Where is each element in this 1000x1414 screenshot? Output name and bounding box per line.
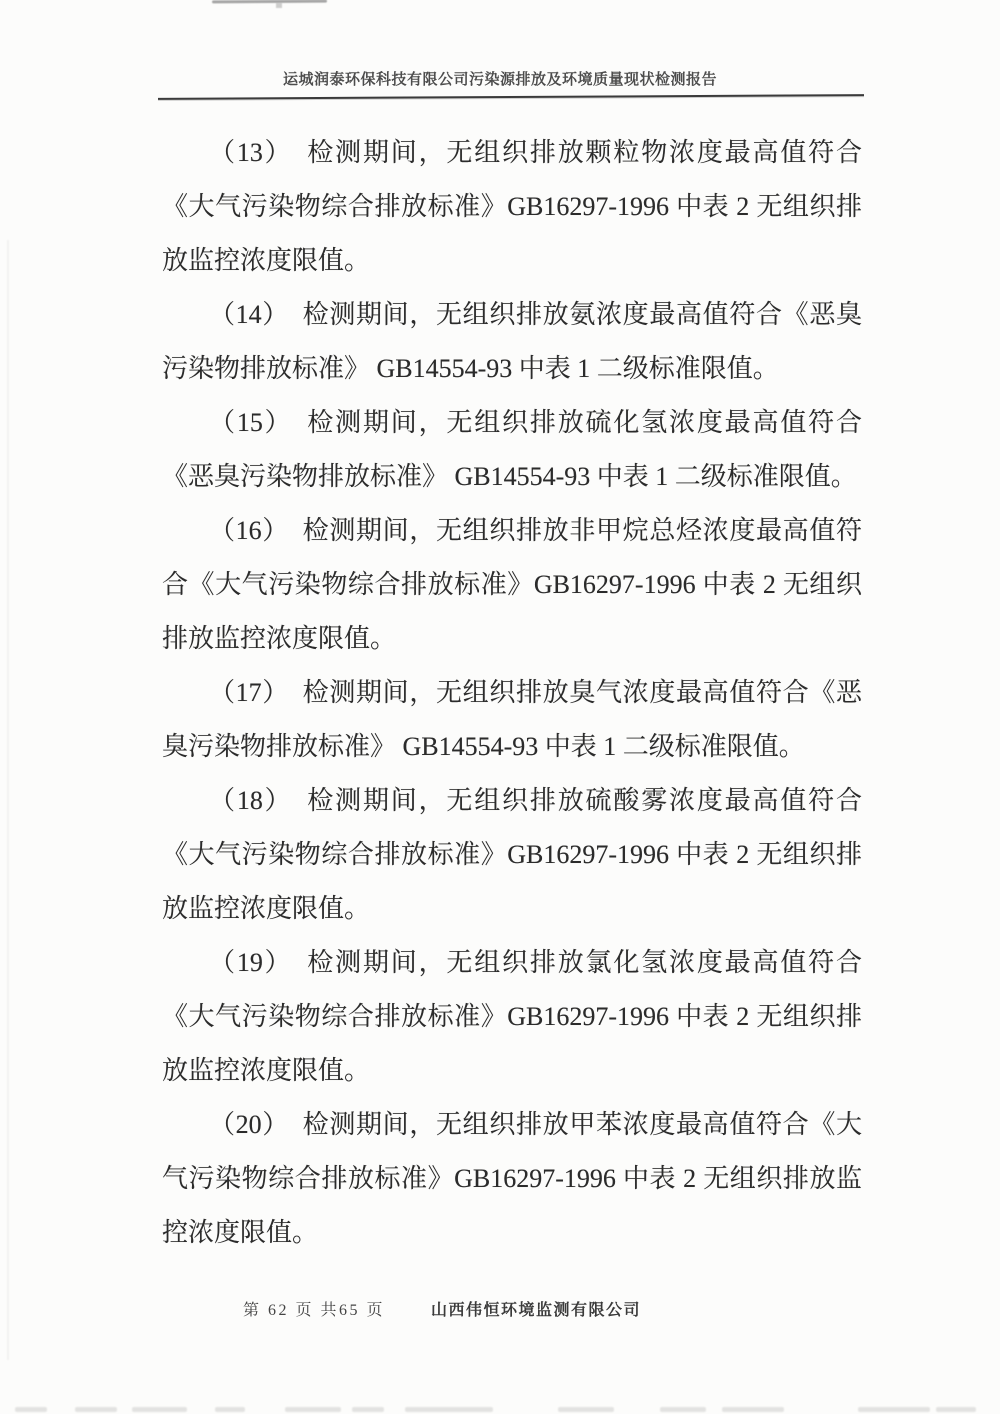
scan-artifact-bleedthrough bbox=[352, 1407, 384, 1412]
body-line: 《大气污染物综合排放标准》GB16297-1996 中表 2 无组织排 bbox=[162, 192, 862, 221]
body-line: （20） 检测期间，无组织排放甲苯浓度最高值符合《大 bbox=[209, 1110, 862, 1139]
scan-artifact-bleedthrough bbox=[15, 1407, 47, 1412]
paragraph bbox=[162, 666, 862, 774]
body-line: 臭污染物排放标准》 GB14554-93 中表 1 二级标准限值。 bbox=[162, 732, 805, 761]
paragraph bbox=[162, 774, 862, 936]
body-line: 污染物排放标准》 GB14554-93 中表 1 二级标准限值。 bbox=[162, 354, 779, 383]
paragraph bbox=[162, 126, 862, 288]
body-line: （16） 检测期间，无组织排放非甲烷总烃浓度最高值符 bbox=[209, 516, 862, 545]
paragraph bbox=[162, 936, 862, 1098]
footer-page-number: 第 62 页 共65 页 bbox=[243, 1302, 386, 1319]
scan-artifact-top bbox=[212, 0, 327, 3]
report-header-title: 运城润泰环保科技有限公司污染源排放及环境质量现状检测报告 bbox=[282, 72, 717, 88]
body-line: （14） 检测期间，无组织排放氨浓度最高值符合《恶臭 bbox=[209, 300, 862, 329]
body-line: （18） 检测期间，无组织排放硫酸雾浓度最高值符合 bbox=[209, 786, 862, 815]
body-line: 《恶臭污染物排放标准》 GB14554-93 中表 1 二级标准限值。 bbox=[162, 462, 857, 491]
scan-artifact-bleedthrough bbox=[75, 1407, 117, 1412]
body-line: （19） 检测期间，无组织排放氯化氢浓度最高值符合 bbox=[209, 948, 862, 977]
document-body bbox=[162, 126, 862, 1260]
body-line: 控浓度限值。 bbox=[162, 1218, 319, 1247]
body-line: 气污染物综合排放标准》GB16297-1996 中表 2 无组织排放监 bbox=[162, 1164, 862, 1193]
scan-artifact-bleedthrough bbox=[285, 1407, 341, 1412]
scan-artifact-bleedthrough bbox=[858, 1407, 930, 1412]
scan-artifact-bleedthrough bbox=[660, 1407, 706, 1412]
footer-company-name: 山西伟恒环境监测有限公司 bbox=[431, 1302, 642, 1319]
body-line: （17） 检测期间，无组织排放臭气浓度最高值符合《恶 bbox=[209, 678, 862, 707]
scan-artifact-bleedthrough bbox=[722, 1407, 784, 1412]
paragraph bbox=[162, 396, 862, 504]
scan-artifact-bleedthrough bbox=[936, 1407, 976, 1412]
scan-artifact-bleedthrough bbox=[558, 1407, 614, 1412]
body-line: 合《大气污染物综合排放标准》GB16297-1996 中表 2 无组织 bbox=[162, 570, 862, 599]
scan-artifact-bleedthrough bbox=[405, 1407, 493, 1412]
body-line: 放监控浓度限值。 bbox=[162, 246, 371, 275]
page-footer bbox=[243, 1298, 641, 1324]
body-line: 《大气污染物综合排放标准》GB16297-1996 中表 2 无组织排 bbox=[162, 840, 862, 869]
scan-artifact-bleedthrough bbox=[215, 1407, 245, 1412]
header-rule bbox=[158, 94, 864, 100]
body-line: 《大气污染物综合排放标准》GB16297-1996 中表 2 无组织排 bbox=[162, 1002, 862, 1031]
scan-artifact-top-tick bbox=[276, 3, 282, 8]
body-line: 放监控浓度限值。 bbox=[162, 894, 371, 923]
body-line: （13） 检测期间，无组织排放颗粒物浓度最高值符合 bbox=[209, 138, 862, 167]
body-line: 放监控浓度限值。 bbox=[162, 1056, 371, 1085]
paragraph bbox=[162, 504, 862, 666]
scan-artifact-bleedthrough bbox=[132, 1407, 187, 1412]
body-line: （15） 检测期间，无组织排放硫化氢浓度最高值符合 bbox=[209, 408, 862, 437]
scan-artifact-left-edge bbox=[7, 240, 9, 1360]
paragraph bbox=[162, 1098, 862, 1260]
paragraph bbox=[162, 288, 862, 396]
body-line: 排放监控浓度限值。 bbox=[162, 624, 397, 653]
